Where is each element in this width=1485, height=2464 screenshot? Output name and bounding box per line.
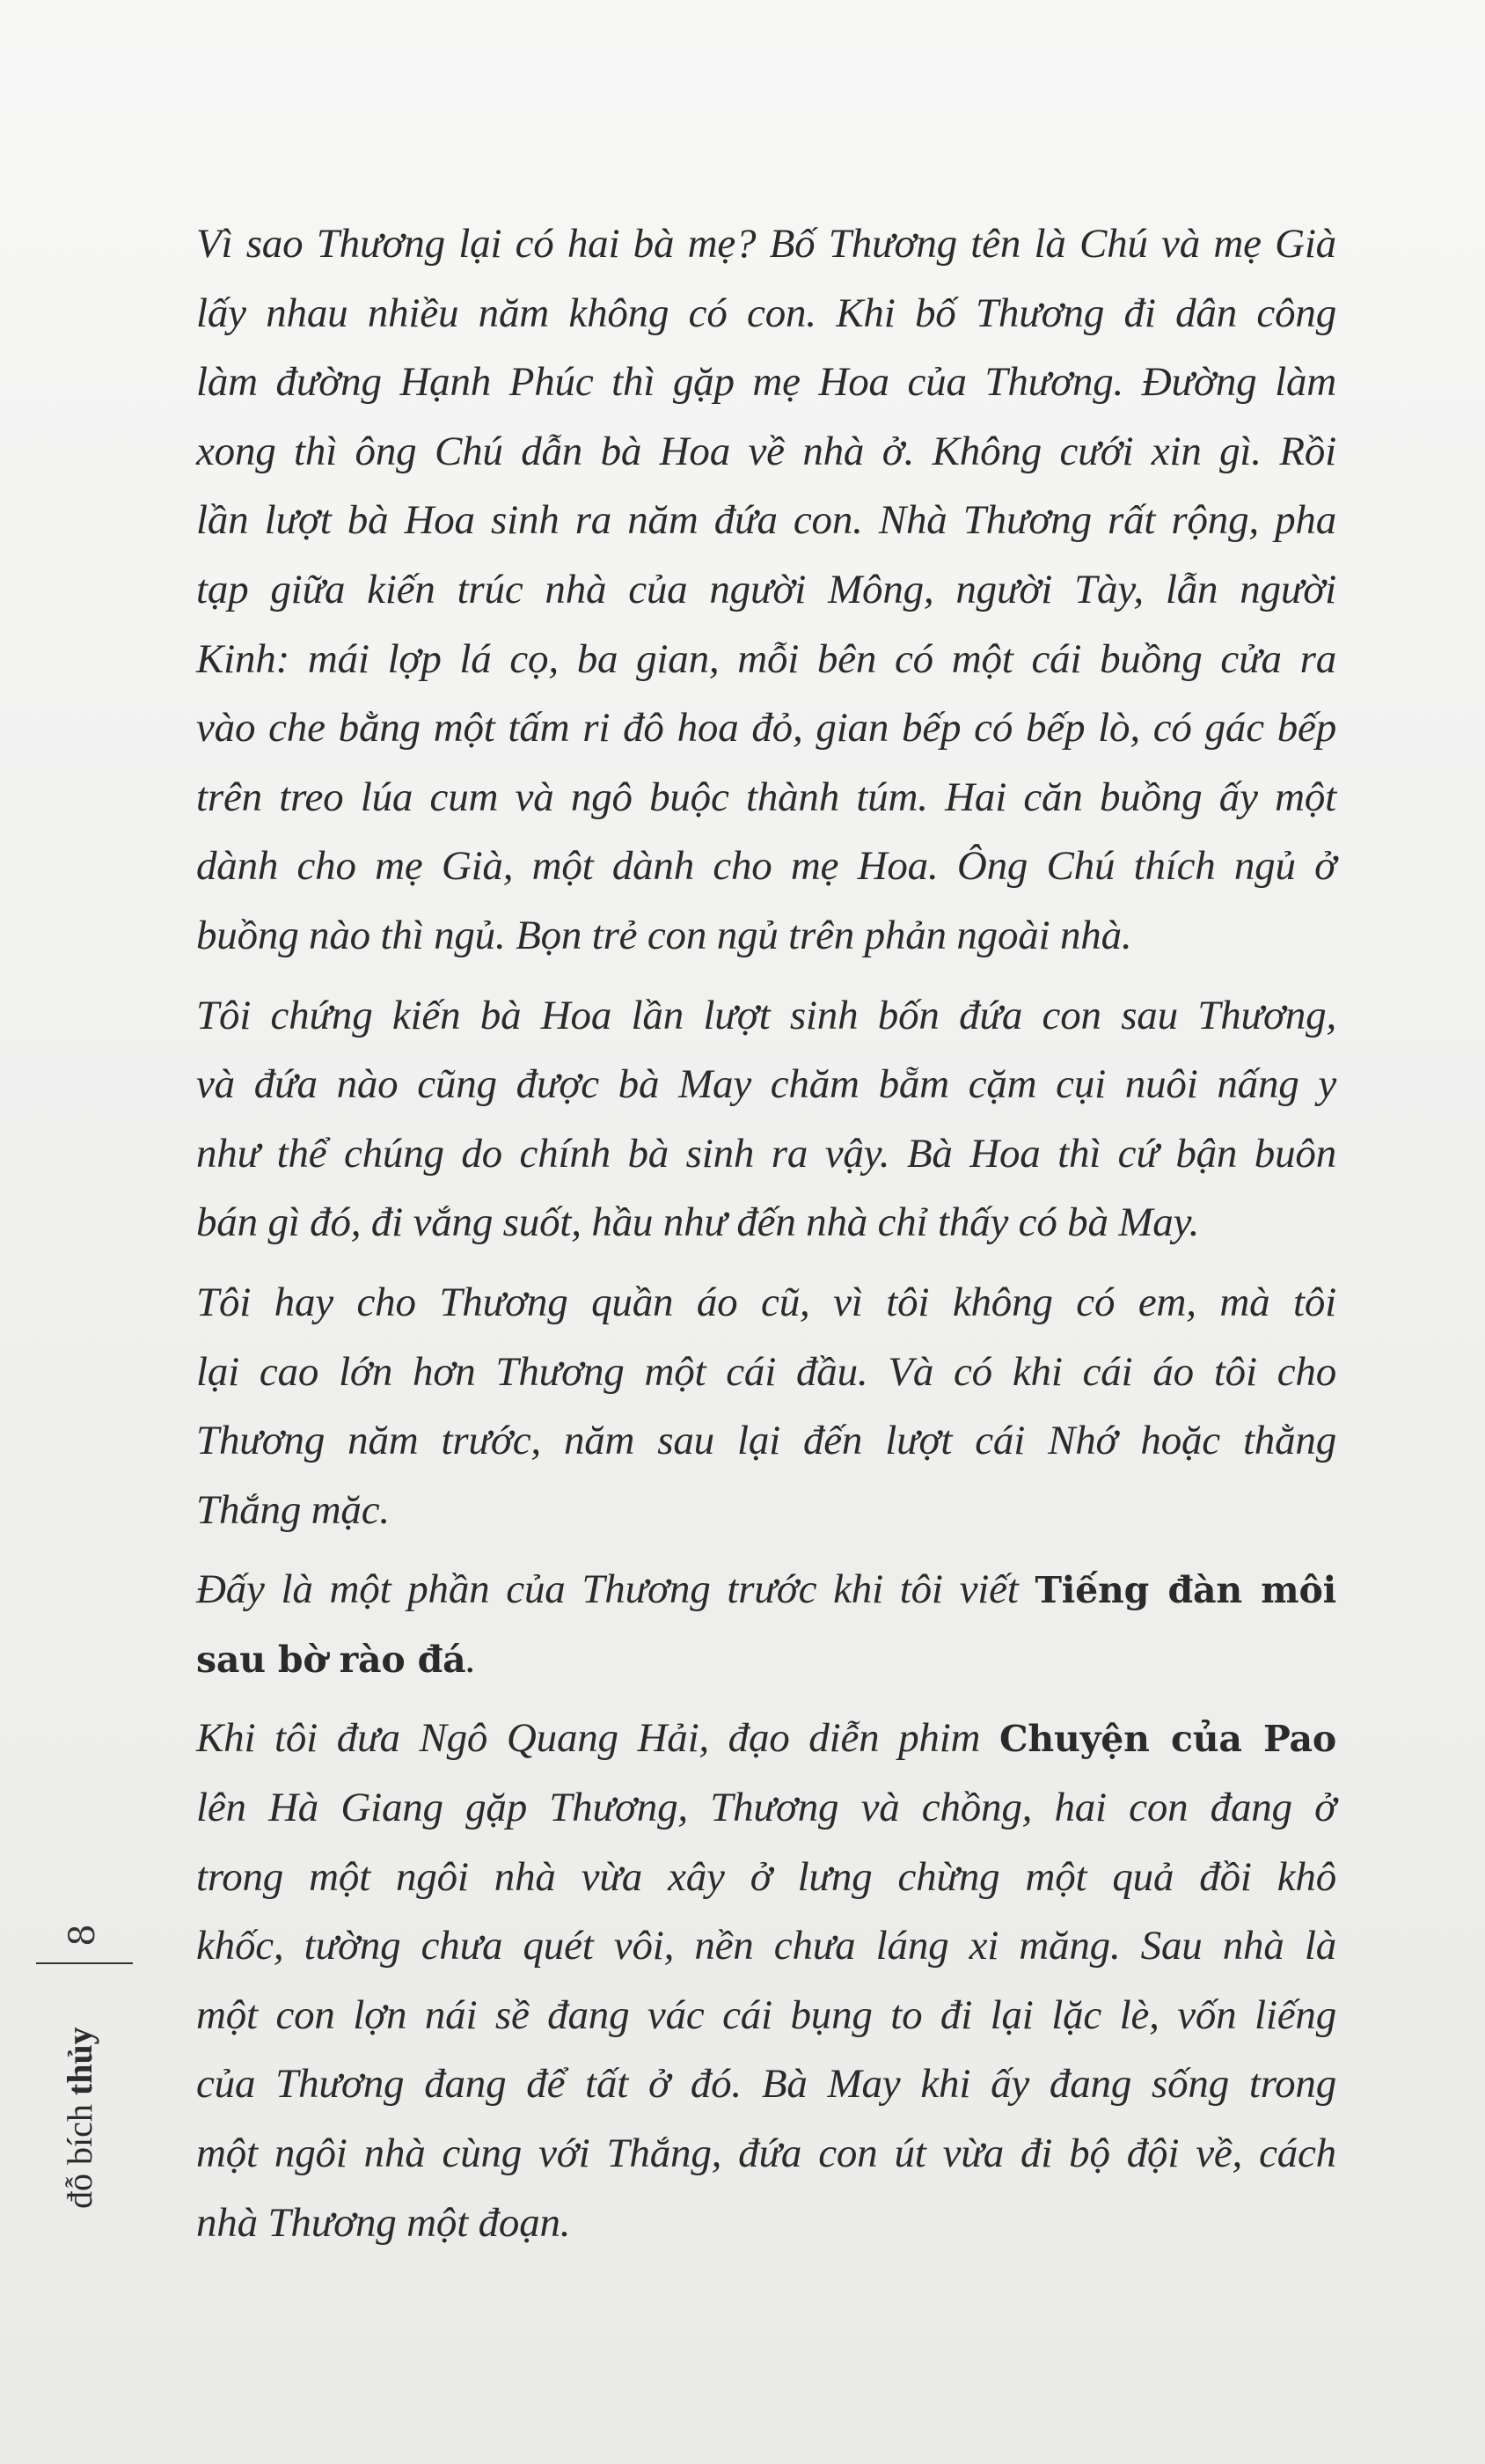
text-line	[196, 901, 1336, 971]
bold-title: Chuyện của Pao	[999, 1718, 1336, 1761]
text-segment: làm đường Hạnh Phúc thì gặp mẹ Hoa của Thương. Đường làm	[196, 359, 1336, 406]
text-segment: nhà Thương một đoạn.	[196, 2199, 571, 2246]
bold-title: Tiếng đàn môi	[1035, 1569, 1336, 1612]
text-segment: và đứa nào cũng được bà May chăm bẵm cặm cụi nuôi nấng y	[196, 1061, 1336, 1108]
text-line	[196, 1981, 1336, 2050]
text-line	[196, 1843, 1336, 1912]
text-segment: xong thì ông Chú dẫn bà Hoa về nhà ở. Không cưới xin gì. Rồi	[196, 428, 1336, 474]
text-segment: lại cao lớn hơn Thương một cái đầu. Và có khi cái áo tôi cho	[196, 1348, 1336, 1395]
body-text	[196, 209, 1336, 2268]
text-line	[196, 2119, 1336, 2189]
page-number: 8	[62, 1924, 103, 1947]
paragraph	[196, 981, 1336, 1258]
author-name	[59, 2027, 100, 2209]
text-line	[196, 209, 1336, 279]
text-segment: Tôi chứng kiến bà Hoa lần lượt sinh bốn đứa con sau Thương,	[196, 992, 1336, 1038]
paragraph	[196, 209, 1336, 971]
paragraph	[196, 1555, 1336, 1693]
text-segment: lấy nhau nhiều năm không có con. Khi bố Thương đi dân công	[196, 290, 1336, 336]
text-line	[196, 693, 1336, 763]
text-line	[196, 1406, 1336, 1476]
text-line	[196, 1773, 1336, 1843]
text-line	[196, 763, 1336, 832]
paragraph	[196, 1704, 1336, 2257]
text-line	[196, 486, 1336, 555]
text-line	[196, 1911, 1336, 1981]
text-line	[196, 1188, 1336, 1258]
text-line	[196, 1268, 1336, 1338]
text-line	[196, 1119, 1336, 1189]
running-header	[35, 1918, 132, 2218]
text-segment: một ngôi nhà cùng với Thắng, đứa con út vừa đi bộ đội về, cách	[196, 2130, 1336, 2177]
text-segment: Tôi hay cho Thương quần áo cũ, vì tôi không có em, mà tôi	[196, 1279, 1336, 1325]
text-segment: một con lợn nái sề đang vác cái bụng to đi lại lặc lè, vốn liếng	[196, 1991, 1336, 2038]
text-line	[196, 1555, 1336, 1624]
text-line	[196, 348, 1336, 417]
text-segment: trong một ngôi nhà vừa xây ở lưng chừng một quả đồi khô	[196, 1853, 1336, 1900]
text-segment: Thương năm trước, năm sau lại đến lượt cái Nhớ hoặc thằng	[196, 1418, 1336, 1464]
text-segment: Khi tôi đưa Ngô Quang Hải, đạo diễn phim	[196, 1715, 999, 1762]
paragraph	[196, 1268, 1336, 1544]
text-line	[196, 1338, 1336, 1407]
text-line	[196, 625, 1336, 694]
text-segment: của Thương đang để tất ở đó. Bà May khi ấy đang sống trong	[196, 2061, 1336, 2108]
text-segment: dành cho mẹ Già, một dành cho mẹ Hoa. Ông Chú thích ngủ ở	[196, 843, 1336, 890]
text-line	[196, 1476, 1336, 1545]
text-line	[196, 2050, 1336, 2119]
text-line	[196, 981, 1336, 1051]
text-line	[196, 555, 1336, 625]
text-segment: Vì sao Thương lại có hai bà mẹ? Bố Thương tên là Chú và mẹ Già	[196, 221, 1336, 267]
text-segment: buồng nào thì ngủ. Bọn trẻ con ngủ trên phản ngoài nhà.	[196, 912, 1132, 958]
bold-title: sau bờ rào đá	[196, 1638, 466, 1681]
text-segment: Đấy là một phần của Thương trước khi tôi viết	[196, 1566, 1035, 1613]
text-line	[196, 1050, 1336, 1119]
text-segment: .	[465, 1635, 477, 1682]
text-line	[196, 1704, 1336, 1773]
text-segment: trên treo lúa cum và ngô buộc thành túm. Hai căn buồng ấy một	[196, 774, 1336, 820]
text-line	[196, 417, 1336, 487]
text-segment: vào che bằng một tấm ri đô hoa đỏ, gian bếp có bếp lò, có gác bếp	[196, 705, 1336, 752]
text-line	[196, 2189, 1336, 2258]
text-segment: lên Hà Giang gặp Thương, Thương và chồng, hai con đang ở	[196, 1785, 1336, 1831]
text-segment: tạp giữa kiến trúc nhà của người Mông, người Tày, lẫn người	[196, 566, 1336, 612]
text-segment: Thắng mặc.	[196, 1486, 390, 1533]
text-segment: Kinh: mái lợp lá cọ, ba gian, mỗi bên có một cái buồng cửa ra	[196, 635, 1336, 682]
text-segment: như thể chúng do chính bà sinh ra vậy. Bà Hoa thì cứ bận buôn	[196, 1130, 1336, 1177]
author-last: thủy	[60, 2027, 99, 2096]
text-segment: bán gì đó, đi vắng suốt, hầu như đến nhà chỉ thấy có bà May.	[196, 1199, 1200, 1246]
header-rule	[36, 1962, 133, 1964]
text-line	[196, 279, 1336, 348]
text-line	[196, 832, 1336, 901]
text-segment: khốc, tường chưa quét vôi, nền chưa láng xi măng. Sau nhà là	[196, 1923, 1336, 1969]
text-line	[196, 1624, 1336, 1694]
text-segment: lần lượt bà Hoa sinh ra năm đứa con. Nhà Thương rất rộng, pha	[196, 497, 1336, 544]
author-first: đỗ bích	[60, 2095, 99, 2209]
